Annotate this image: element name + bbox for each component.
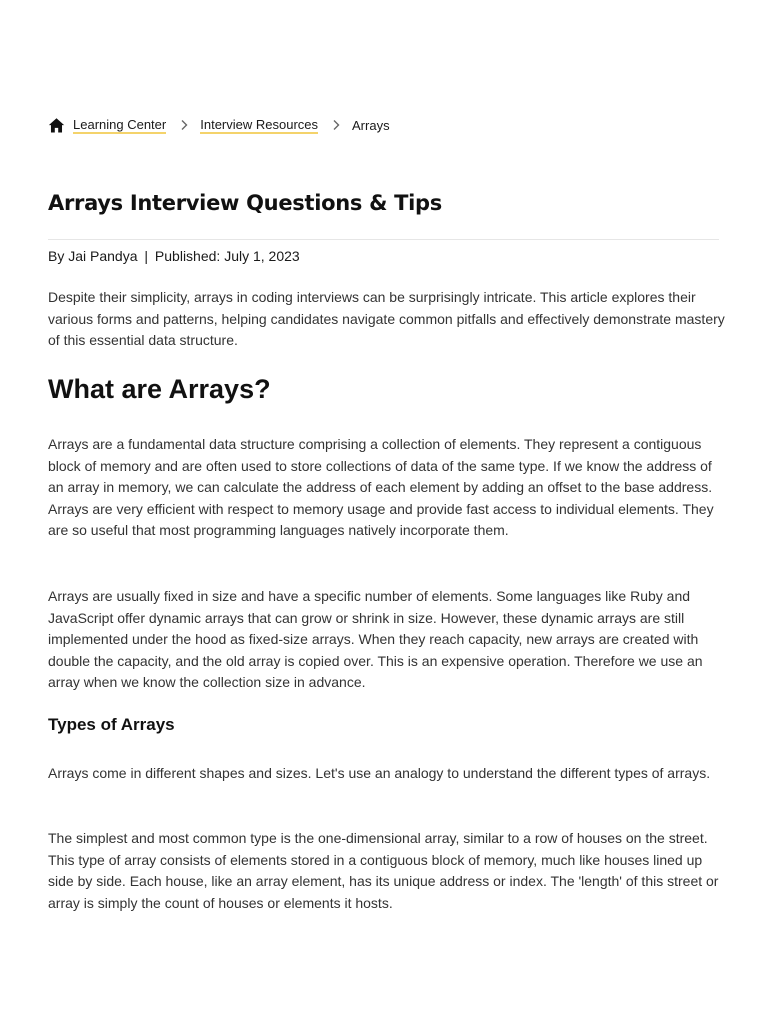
section-paragraph-1: Arrays are a fundamental data structure comprising a collection of elements. They represent a contiguous block of memory and are often used to store collections of data of the same type. If we know the address of an array in memory, we can calculate the address of each element by adding an offset to the base address. Arrays are very efficient with respect to memory usage and provide fast access to individual elements. They are so useful that most programming languages natively incorporate them. xyxy=(48,436,714,539)
author: By Jai Pandya xyxy=(48,248,138,264)
chevron-right-icon xyxy=(178,119,190,131)
byline-separator: | xyxy=(144,248,149,264)
breadcrumb-interview-resources[interactable]: Interview Resources xyxy=(200,116,319,132)
intro-paragraph: Despite their simplicity, arrays in coding interviews can be surprisingly intricate. This article explores their various forms and patterns, helping candidates navigate common pitfalls and effectively demonstrate mastery of this essential data structure. xyxy=(48,289,725,349)
byline xyxy=(48,248,300,264)
title-divider xyxy=(48,239,719,240)
breadcrumb-learning-center[interactable]: Learning Center xyxy=(73,116,167,132)
page-title: Arrays Interview Questions & Tips xyxy=(48,191,442,215)
breadcrumb-current: Arrays xyxy=(352,117,390,133)
chevron-right-icon xyxy=(330,119,342,131)
subsection-paragraph-1: Arrays come in different shapes and sizes. Let's use an analogy to understand the different types of arrays. xyxy=(48,765,711,781)
subsection-heading: Types of Arrays xyxy=(48,715,175,734)
section-paragraph-2: Arrays are usually fixed in size and have a specific number of elements. Some languages like Ruby and JavaScript offer dynamic arrays that can grow or shrink in size. However, these dynamic arrays are still implemented under the hood as fixed-size arrays. When they reach capacity, new arrays are created with double the capacity, and the old array is copied over. This is an expensive operation. Therefore we use an array when we know the collection size in advance. xyxy=(48,588,703,691)
breadcrumb xyxy=(48,115,390,135)
home-icon[interactable] xyxy=(48,117,65,134)
publish-date: Published: July 1, 2023 xyxy=(154,248,300,264)
subsection-paragraph-2: The simplest and most common type is the one-dimensional array, similar to a row of houses on the street. This type of array consists of elements stored in a contiguous block of memory, much like houses lined up side by side. Each house, like an array element, has its unique address or index. The 'length' of this street or array is simply the count of houses or elements it hosts. xyxy=(48,830,719,911)
section-heading: What are Arrays? xyxy=(48,374,271,404)
